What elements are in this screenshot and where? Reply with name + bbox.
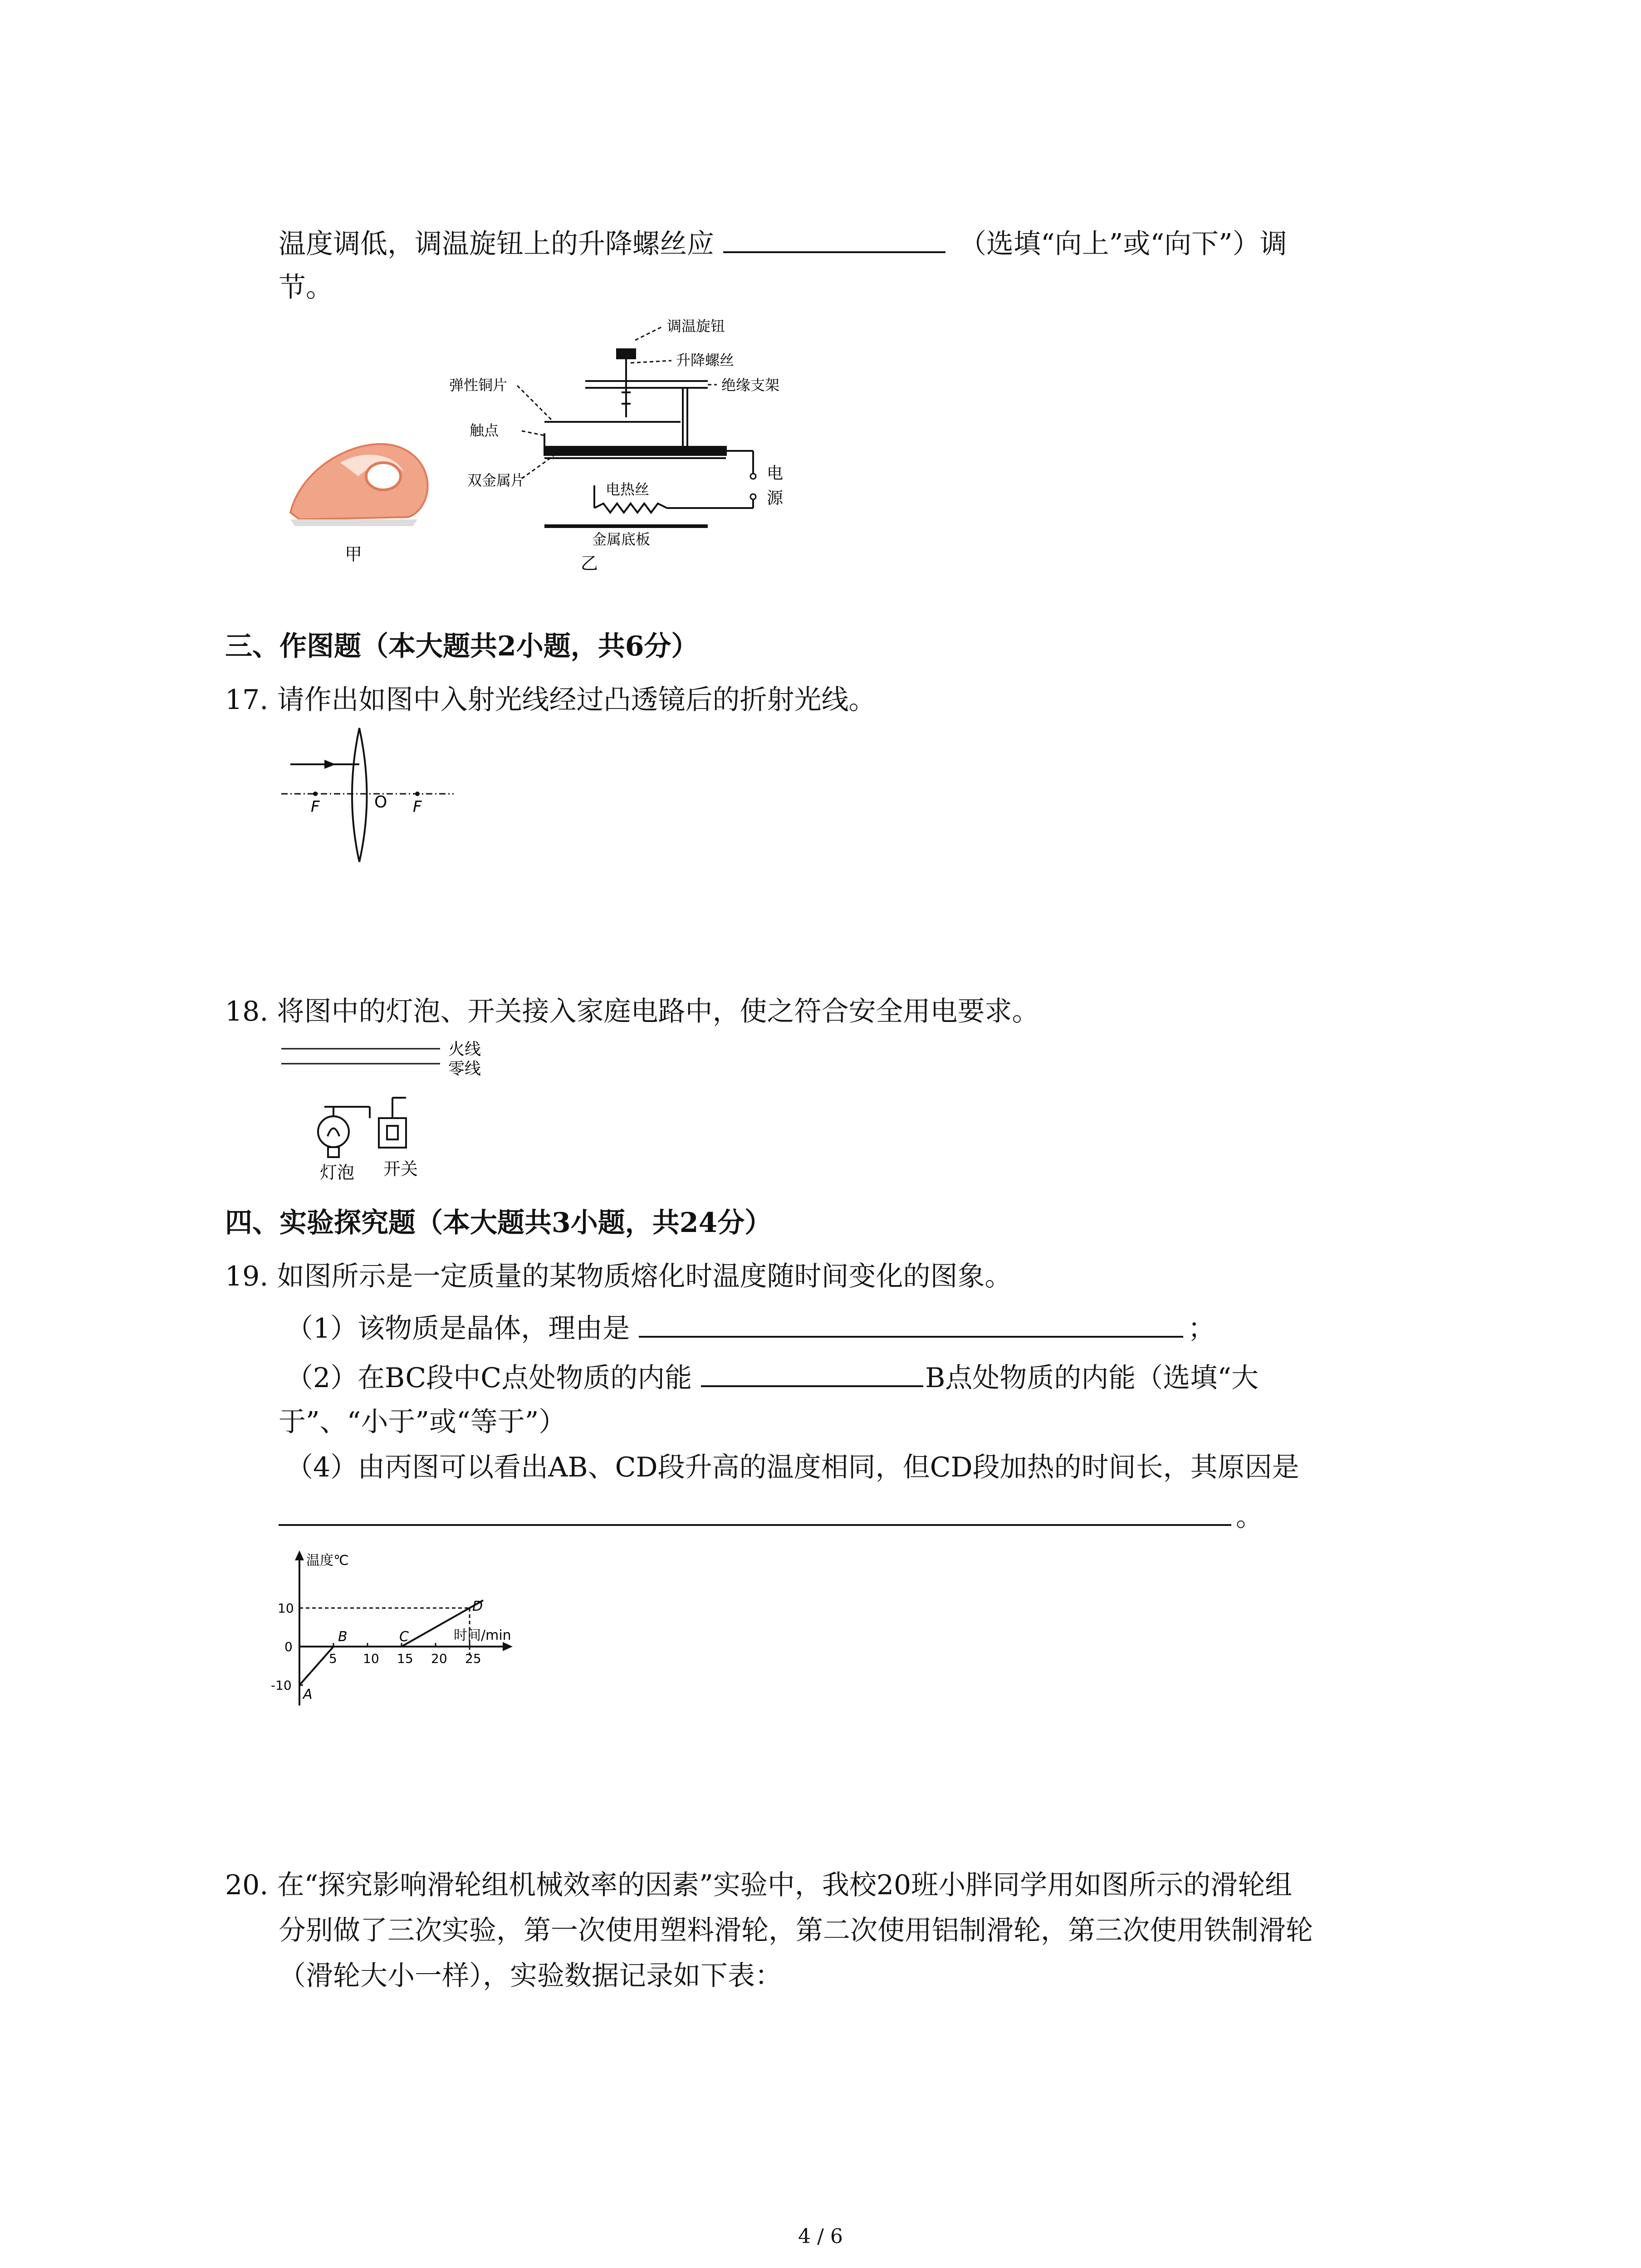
switch-icon [370,1098,406,1148]
y-tick-label: 10 [278,1601,294,1616]
q19-part2-prompt: （2）在BC段中C点处物质的内能 [286,1362,692,1394]
iron-mechanism [544,349,753,526]
y-axis-arrow [295,1550,304,1560]
label-base: 金属底板 [592,531,651,548]
q16-line1 [279,224,1287,262]
label-jia: 甲 [345,544,362,564]
lens-figure [272,726,463,871]
label-bimetal: 双金属片 [467,472,526,489]
label-yi: 乙 [581,553,598,573]
q19-part1-prompt: （1）该物质是晶体，理由是 [286,1313,630,1344]
section3-title: 三、作图题（本大题共2小题，共6分） [225,631,699,662]
label-contact: 触点 [470,422,499,439]
optical-center-label: O [374,793,387,811]
q16-line1-pre: 温度调低，调温旋钮上的升降螺丝应 [279,228,714,260]
label-bracket: 绝缘支架 [721,376,780,394]
curve-segment [299,1647,333,1685]
live-wire-label: 火线 [448,1040,481,1059]
x-tick-label: 25 [465,1651,481,1666]
label-screw: 升降螺丝 [676,352,735,369]
q18-text: 18. 将图中的灯泡、开关接入家庭电路中，使之符合安全用电要求。 [225,996,1039,1027]
melting-curve-chart [254,1542,526,1719]
iron-figure [272,313,817,585]
q19-part2-line2: 于”、“小于”或“等于”） [279,1406,566,1438]
label-heater: 电热丝 [606,481,650,498]
q19-part2-rest: B点处物质的内能（选填“大 [925,1362,1259,1394]
label-power-2: 源 [767,489,784,508]
label-power-1: 电 [767,464,784,483]
label-copper: 弹性铜片 [449,376,508,394]
q19-part4-answer [279,1497,1263,1535]
x-axis-label: 时间/min [454,1628,511,1643]
answer-blank[interactable] [701,1358,923,1387]
q19-part4: （4）由丙图可以看出AB、CD段升高的温度相同，但CD段加热的时间长，其原因是 [286,1452,1299,1483]
neutral-wire-label: 零线 [448,1060,481,1078]
y-tick-label: 0 [284,1639,293,1654]
iron-image [290,444,428,526]
y-tick-label: -10 [271,1678,292,1693]
page-number: 4 / 6 [798,2225,843,2248]
answer-blank[interactable] [639,1309,1183,1338]
q19-text: 19. 如图所示是一定质量的某物质熔化时温度随时间变化的图象。 [225,1261,1012,1292]
focus-right-label: F [413,798,422,816]
section4-title: 四、实验探究题（本大题共3小题，共24分） [225,1207,772,1239]
label-knob: 调温旋钮 [667,318,725,335]
q20-line1: 20. 在“探究影响滑轮组机械效率的因素”实验中，我校20班小胖同学用如图所示的滑轮组 [225,1869,1293,1901]
x-tick-label: 15 [397,1651,413,1666]
q16-line1-post: （选填“向上”或“向下”）调 [959,228,1287,260]
x-tick-label: 5 [329,1651,337,1666]
q17-text: 17. 请作出如图中入射光线经过凸透镜后的折射光线。 [225,684,876,716]
focus-left-label: F [311,798,320,816]
answer-blank[interactable] [723,224,945,253]
y-axis-label: 温度℃ [306,1553,349,1569]
x-tick-label: 20 [431,1651,447,1666]
point-label-D: D [472,1598,483,1614]
q20-line3: （滑轮大小一样），实验数据记录如下表： [279,1960,782,1992]
bulb-icon [318,1107,370,1157]
q19-part4-end: 。 [1236,1501,1263,1533]
answer-blank[interactable] [279,1497,1231,1526]
point-label-C: C [399,1629,409,1645]
point-label-A: A [303,1686,313,1702]
point-label-B: B [338,1629,348,1645]
switch-label: 开关 [383,1159,418,1179]
q20-line2: 分别做了三次实验，第一次使用塑料滑轮，第二次使用铝制滑轮，第三次使用铁制滑轮 [279,1915,1313,1946]
bulb-label: 灯泡 [320,1163,355,1183]
circuit-figure [277,1039,531,1193]
x-axis-arrow [503,1642,513,1651]
q19-part2 [286,1358,1259,1396]
q19-part1-end: ； [1188,1313,1215,1344]
q19-part1 [286,1309,1215,1347]
x-tick-label: 10 [363,1651,379,1666]
q16-line2: 节。 [279,272,333,303]
